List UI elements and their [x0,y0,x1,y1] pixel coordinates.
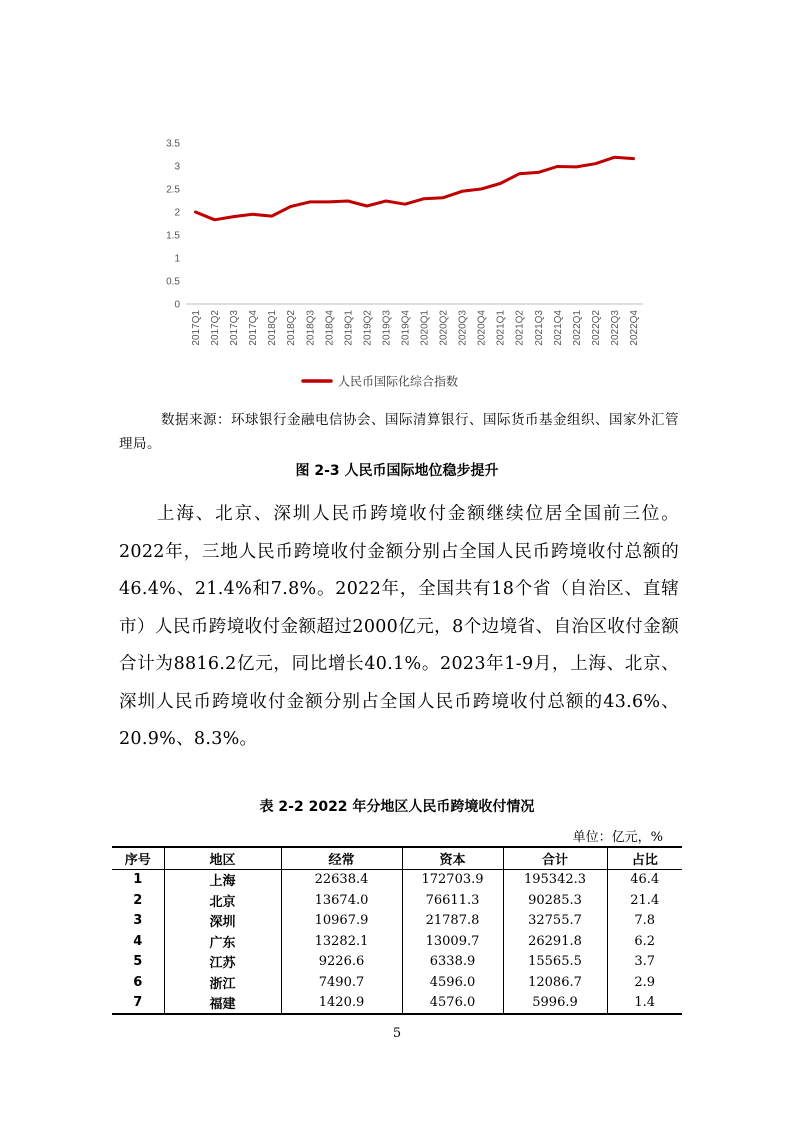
data-point [499,182,501,184]
data-point [613,156,615,158]
table-caption: 表 2-2 2022 年分地区人民币跨境收付情况 [259,799,535,815]
cell-region: 江苏 [164,952,281,973]
y-axis [166,139,180,311]
cell-total: 32755.7 [503,911,607,932]
y-tick-label: 0.5 [166,276,180,288]
cell-region: 福建 [164,993,281,1015]
data-point [194,211,196,213]
data-point [404,203,406,205]
cell-current: 1420.9 [281,993,402,1015]
header-index: 序号 [112,847,164,869]
body-paragraph: 上海、北京、深圳人民币跨境收付金额继续位居全国前三位。2022年，三地人民币跨境收付金额分别占全国人民币跨境收付总额的46.4%、21.4%和7.8%。2022年，全国共有18个省（自治区、直辖市）人民币跨境收付金额超过2000亿元，8个边境省、自治区收付金额合计为8816.2亿元，同比增长40.1%。2023年1-9月，上海、北京、深圳人民币跨境收付金额分别占全国人民币跨境收付总额的43.6%、20.9%、8.3%。 [119,504,679,749]
data-point [518,173,520,175]
y-tick-label: 0 [174,299,180,311]
cell-share: 1.4 [607,993,682,1015]
data-point [251,213,253,215]
x-tick-label: 2017Q1 [191,310,203,346]
x-tick-label: 2020Q3 [457,310,469,346]
x-tick-label: 2017Q3 [229,310,241,346]
cell-total: 90285.3 [503,890,607,911]
data-point [537,171,539,173]
x-tick-label: 2020Q1 [419,310,431,346]
x-tick-label: 2022Q4 [628,310,640,346]
data-point [270,215,272,217]
data-point [385,200,387,202]
header-total: 合计 [503,847,607,869]
data-point [575,166,577,168]
cell-current: 22638.4 [281,869,402,890]
data-point [328,201,330,203]
cell-region: 上海 [164,869,281,890]
data-point [347,200,349,202]
table-row [112,972,682,993]
x-tick-label: 2021Q3 [533,310,545,346]
y-tick-label: 3.5 [166,138,180,150]
table-row [112,890,682,911]
data-point [632,157,634,159]
data-point [480,188,482,190]
cell-current: 13674.0 [281,890,402,911]
data-point [213,219,215,221]
cell-share: 2.9 [607,972,682,993]
cell-index: 1 [133,872,143,888]
cell-index: 7 [112,993,164,1015]
line-chart [148,128,658,398]
x-tick-label: 2022Q1 [571,310,583,346]
data-point [290,205,292,207]
x-tick-label: 2020Q2 [438,310,450,346]
x-tick-label: 2017Q4 [248,310,260,346]
cell-region: 深圳 [164,911,281,932]
header-capital-account: 资本 [402,847,503,869]
table-unit-note: 单位：亿元，% [572,830,663,845]
cell-total: 195342.3 [503,869,607,890]
cell-share: 46.4 [607,869,682,890]
legend-label: 人民币国际化综合指数 [338,374,459,389]
x-tick-label: 2021Q4 [552,310,564,346]
cell-index: 3 [133,913,143,929]
cell-index: 5 [133,954,143,970]
x-tick-label: 2017Q2 [210,310,222,346]
cell-current: 9226.6 [281,952,402,973]
cell-index: 4 [133,933,143,949]
cell-index: 6 [133,974,143,990]
cell-total: 12086.7 [503,972,607,993]
table-row [112,993,682,1015]
cell-capital: 13009.7 [402,931,503,952]
cell-capital: 4596.0 [402,972,503,993]
chart-series [194,156,634,221]
data-point [366,205,368,207]
cell-region: 广东 [164,931,281,952]
x-tick-label: 2020Q4 [476,310,488,346]
x-tick-label: 2019Q1 [343,310,355,346]
cell-total: 5996.9 [503,993,607,1015]
table-header-row [112,847,682,869]
regional-cross-border-table [112,846,682,1015]
cell-region: 北京 [164,890,281,911]
y-tick-label: 1 [174,253,180,265]
cell-region: 浙江 [164,972,281,993]
x-tick-label: 2022Q3 [609,310,621,346]
x-axis-ticks [191,310,640,346]
header-region: 地区 [164,847,281,869]
data-point [309,201,311,203]
x-tick-label: 2021Q1 [495,310,507,346]
x-tick-label: 2019Q4 [400,310,412,346]
cell-capital: 4576.0 [402,993,503,1015]
cell-total: 26291.8 [503,931,607,952]
x-tick-label: 2018Q4 [324,310,336,346]
cell-capital: 172703.9 [402,869,503,890]
cell-share: 3.7 [607,952,682,973]
cell-share: 7.8 [607,911,682,932]
figure-caption: 图 2-3 人民币国际地位稳步提升 [295,463,499,479]
x-tick-label: 2018Q2 [286,310,298,346]
x-tick-label: 2018Q3 [305,310,317,346]
chart-legend [303,374,458,389]
cell-total: 15565.5 [503,952,607,973]
header-current-account: 经常 [281,847,402,869]
table-row [112,931,682,952]
data-point [461,190,463,192]
header-share: 占比 [607,847,682,869]
table-row [112,952,682,973]
data-point [232,215,234,217]
data-point [556,165,558,167]
y-tick-label: 1.5 [166,230,180,242]
cell-current: 7490.7 [281,972,402,993]
x-tick-label: 2021Q2 [514,310,526,346]
table-row [112,911,682,932]
table-row [112,869,682,890]
x-tick-label: 2022Q2 [590,310,602,346]
cell-share: 6.2 [607,931,682,952]
cell-capital: 21787.8 [402,911,503,932]
x-tick-label: 2019Q3 [381,310,393,346]
cell-index: 2 [133,892,143,908]
data-point [594,163,596,165]
data-point [442,197,444,199]
series-line [196,157,634,220]
x-tick-label: 2018Q1 [267,310,279,346]
data-point [423,197,425,199]
y-tick-label: 3 [174,161,180,173]
cell-capital: 76611.3 [402,890,503,911]
cell-share: 21.4 [607,890,682,911]
data-source-note: 数据来源：环球银行金融电信协会、国际清算银行、国际货币基金组织、国家外汇管理局。 [119,412,679,452]
y-tick-label: 2 [174,207,180,219]
x-tick-label: 2019Q2 [362,310,374,346]
cell-current: 13282.1 [281,931,402,952]
cell-current: 10967.9 [281,911,402,932]
page-number: 5 [392,1026,402,1041]
cell-capital: 6338.9 [402,952,503,973]
y-tick-label: 2.5 [166,184,180,196]
